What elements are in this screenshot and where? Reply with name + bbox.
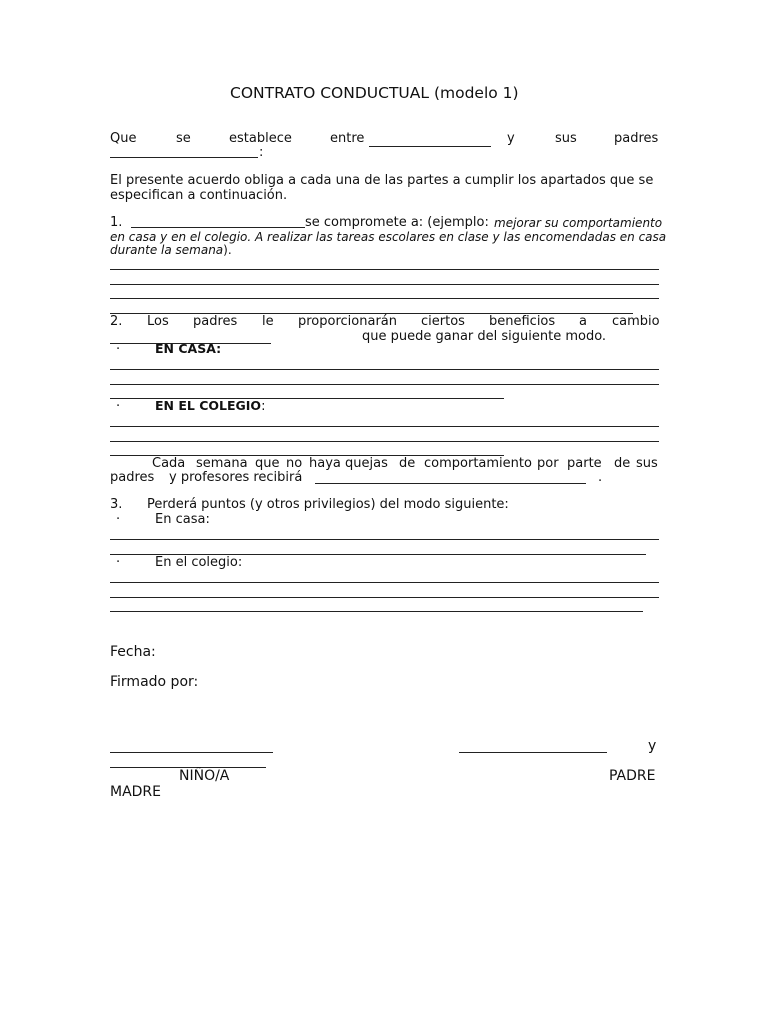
document-title	[230, 86, 519, 102]
intro-word-se: se	[176, 131, 191, 146]
firmado-label: Firmado por:	[110, 674, 199, 690]
section2-line2: que puede ganar del siguiente modo.	[362, 329, 607, 344]
bullet: ·	[116, 555, 121, 570]
signature-line-child	[110, 752, 273, 753]
section1-example-c: durante la semana).	[110, 243, 232, 257]
penalty-casa-line	[110, 539, 659, 540]
weekly-word: quejas	[345, 456, 388, 471]
weekly-word: que	[255, 456, 280, 471]
weekly-line2a: padres	[110, 470, 155, 485]
intro-word-y: y	[507, 131, 515, 146]
section1-line	[110, 284, 659, 285]
intro-word-padres: padres	[614, 131, 659, 146]
bullet: ·	[116, 512, 121, 527]
signature-label-madre: MADRE	[110, 784, 162, 800]
en-el-colegio-line	[110, 426, 659, 427]
section3-text: Perderá puntos (y otros privilegios) del modo siguiente:	[147, 497, 509, 512]
section2-word: cambio	[612, 314, 660, 329]
section2-word: padres	[193, 314, 238, 329]
weekly-word: haya	[309, 456, 341, 471]
intro-colon: :	[259, 145, 264, 160]
penalty-colegio-line	[110, 597, 659, 598]
section1-number: 1.	[110, 215, 123, 230]
en-casa-line	[110, 384, 659, 385]
weekly-line2b: y profesores recibirá	[169, 470, 303, 485]
intro-word-entre: entre	[330, 131, 365, 146]
weekly-word: por	[537, 456, 559, 471]
intro-word-que: Que	[110, 131, 137, 146]
child-name-blank	[369, 146, 491, 147]
section2-word: le	[262, 314, 274, 329]
section1-example-b: en casa y en el colegio. A realizar las tareas escolares en clase y las encomendadas en casa	[110, 230, 667, 244]
title-main: CONTRATO CONDUCTUAL	[230, 84, 429, 102]
en-casa-line	[110, 369, 659, 370]
agreement-text-line2: especifican a continuación.	[110, 188, 288, 203]
weekly-word: parte	[567, 456, 602, 471]
weekly-word: no	[286, 456, 303, 471]
signature-conjunction-y: y	[648, 738, 657, 754]
fecha-label: Fecha:	[110, 644, 156, 660]
section2-word: a	[579, 314, 587, 329]
heading-en-el-colegio: EN EL COLEGIO:	[155, 398, 266, 414]
signature-label-padre: PADRE	[609, 768, 656, 784]
en-el-colegio-line	[110, 441, 659, 442]
section1-example-a: mejorar su comportamiento	[494, 216, 663, 230]
signature-label-nino: NIÑO/A	[179, 768, 230, 784]
heading-en-casa-penalty: En casa:	[155, 512, 210, 527]
weekly-word: de	[614, 456, 631, 471]
heading-en-el-colegio-penalty: En el colegio:	[155, 555, 243, 570]
weekly-word: Cada	[152, 456, 186, 471]
intro-word-establece: establece	[229, 131, 292, 146]
agreement-text-line1: El presente acuerdo obliga a cada una de las partes a cumplir los apartados que se	[110, 173, 654, 188]
penalty-colegio-line	[110, 582, 659, 583]
bullet: ·	[116, 399, 121, 414]
title-subtitle: (modelo 1)	[433, 84, 519, 102]
weekly-word: semana	[196, 456, 248, 471]
section1-line	[110, 269, 659, 270]
heading-en-casa: EN CASA:	[155, 341, 222, 356]
parents-name-blank	[110, 157, 258, 158]
intro-word-sus: sus	[555, 131, 577, 146]
section1-line	[110, 298, 659, 299]
section3-number: 3.	[110, 497, 123, 512]
weekly-word: de	[399, 456, 416, 471]
section2-word: ciertos	[421, 314, 465, 329]
bullet: ·	[116, 342, 121, 357]
section2-word: Los	[147, 314, 169, 329]
section1-text: se compromete a: (ejemplo:	[305, 215, 489, 230]
weekly-word: sus	[636, 456, 658, 471]
section2-word: beneficios	[489, 314, 556, 329]
signature-line-father	[459, 752, 607, 753]
weekly-word: comportamiento	[424, 456, 532, 471]
section2-word: proporcionarán	[298, 314, 397, 329]
section1-name-blank	[131, 227, 305, 228]
reward-blank	[315, 483, 586, 484]
weekly-period: .	[598, 470, 603, 485]
penalty-colegio-line	[110, 611, 643, 612]
section2-number: 2.	[110, 314, 123, 329]
